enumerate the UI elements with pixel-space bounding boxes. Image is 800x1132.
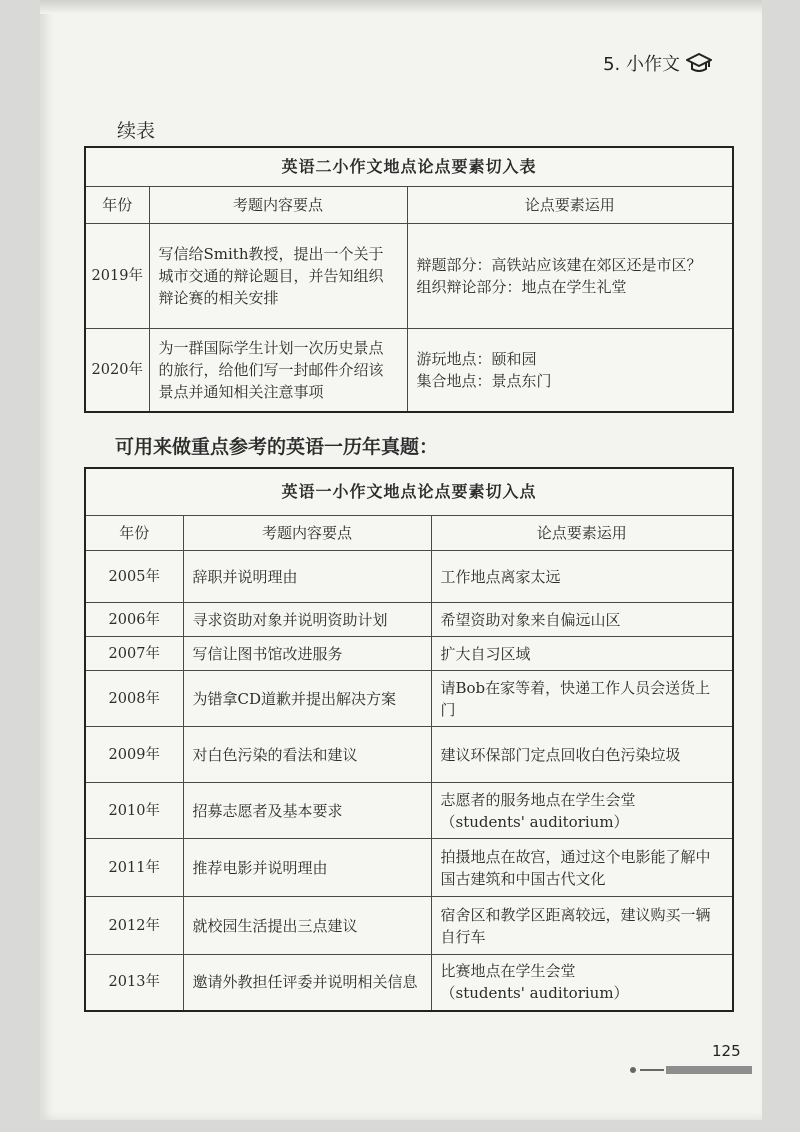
row-content: 辞职并说明理由 <box>183 551 431 603</box>
table-row <box>85 637 733 671</box>
row-usage <box>431 955 733 1011</box>
row-content: 邀请外教担任评委并说明相关信息 <box>183 955 431 1011</box>
table-row <box>85 839 733 897</box>
table-row <box>85 224 733 329</box>
row-content: 就校园生活提出三点建议 <box>183 897 431 955</box>
intro-text: 可用来做重点参考的英语一历年真题： <box>115 436 439 458</box>
table-row <box>85 329 733 413</box>
row-year: 2019年 <box>85 224 149 329</box>
table-row <box>85 955 733 1011</box>
graduation-cap-icon <box>686 52 712 74</box>
row-year: 2009年 <box>85 727 183 783</box>
column-header-content: 考题内容要点 <box>183 516 431 551</box>
table-row <box>85 671 733 727</box>
row-usage <box>431 671 733 727</box>
row-usage <box>431 839 733 897</box>
column-header-content: 考题内容要点 <box>149 187 407 224</box>
usage-line: 宿舍区和教学区距离较远，建议购买一辆自行车 <box>440 905 711 946</box>
row-content: 写信给Smith教授，提出一个关于城市交通的辩论题目，并告知组织辩论赛的相关安排 <box>149 224 407 329</box>
usage-line: 集合地点：景点东门 <box>416 372 552 390</box>
row-content: 为一群国际学生计划一次历史景点的旅行，给他们写一封邮件介绍该景点并通知相关注意事项 <box>149 329 407 413</box>
row-content: 招募志愿者及基本要求 <box>183 783 431 839</box>
usage-line: 建议环保部门定点回收白色污染垃圾 <box>440 745 681 764</box>
page-number: 125 <box>712 1042 741 1060</box>
row-usage <box>431 603 733 637</box>
row-year: 2012年 <box>85 897 183 955</box>
row-usage <box>407 224 733 329</box>
row-usage <box>431 897 733 955</box>
usage-line: （students' auditorium） <box>440 812 629 831</box>
row-year: 2013年 <box>85 955 183 1011</box>
section-header <box>603 50 712 76</box>
row-usage <box>407 329 733 413</box>
row-content: 为错拿CD道歉并提出解决方案 <box>183 671 431 727</box>
table-row <box>85 727 733 783</box>
usage-line: 辩题部分：高铁站应该建在郊区还是市区？ <box>416 256 702 274</box>
row-content: 推荐电影并说明理由 <box>183 839 431 897</box>
row-content: 寻求资助对象并说明资助计划 <box>183 603 431 637</box>
footer-bar <box>666 1066 752 1074</box>
footer-ornament <box>630 1067 636 1073</box>
row-year: 2006年 <box>85 603 183 637</box>
row-year: 2011年 <box>85 839 183 897</box>
usage-line: 扩大自习区域 <box>440 644 531 663</box>
table-row <box>85 897 733 955</box>
table-title: 英语二小作文地点论点要素切入表 <box>85 147 733 187</box>
table-title: 英语一小作文地点论点要素切入点 <box>85 468 733 516</box>
usage-line: 希望资助对象来自偏远山区 <box>440 610 621 629</box>
row-year: 2008年 <box>85 671 183 727</box>
column-header-year: 年份 <box>85 187 149 224</box>
row-year: 2010年 <box>85 783 183 839</box>
usage-line: 工作地点离家太远 <box>440 567 561 586</box>
table-row <box>85 783 733 839</box>
section-title: 5. 小作文 <box>603 54 680 75</box>
table-row <box>85 551 733 603</box>
row-content: 对白色污染的看法和建议 <box>183 727 431 783</box>
column-header-year: 年份 <box>85 516 183 551</box>
usage-line: 组织辩论部分：地点在学生礼堂 <box>416 278 627 296</box>
row-year: 2020年 <box>85 329 149 413</box>
table-row <box>85 603 733 637</box>
column-header-usage: 论点要素运用 <box>407 187 733 224</box>
row-usage <box>431 637 733 671</box>
usage-line: 比赛地点在学生会堂 <box>440 962 576 981</box>
usage-line: 志愿者的服务地点在学生会堂 <box>440 790 636 809</box>
row-year: 2007年 <box>85 637 183 671</box>
column-header-usage: 论点要素运用 <box>431 516 733 551</box>
usage-line: 游玩地点：颐和园 <box>416 350 537 368</box>
english-one-topic-table <box>84 467 734 1012</box>
row-usage <box>431 551 733 603</box>
usage-line: 请Bob在家等着，快递工作人员会送货上门 <box>440 678 711 719</box>
english-two-topic-table <box>84 146 734 413</box>
row-usage <box>431 727 733 783</box>
row-usage <box>431 783 733 839</box>
page-edge <box>40 0 762 14</box>
row-year: 2005年 <box>85 551 183 603</box>
usage-line: （students' auditorium） <box>440 984 629 1003</box>
usage-line: 拍摄地点在故宫，通过这个电影能了解中国古建筑和中国古代文化 <box>440 847 711 888</box>
continued-label: 续表 <box>117 120 156 142</box>
footer-ornament <box>640 1069 664 1071</box>
row-content: 写信让图书馆改进服务 <box>183 637 431 671</box>
